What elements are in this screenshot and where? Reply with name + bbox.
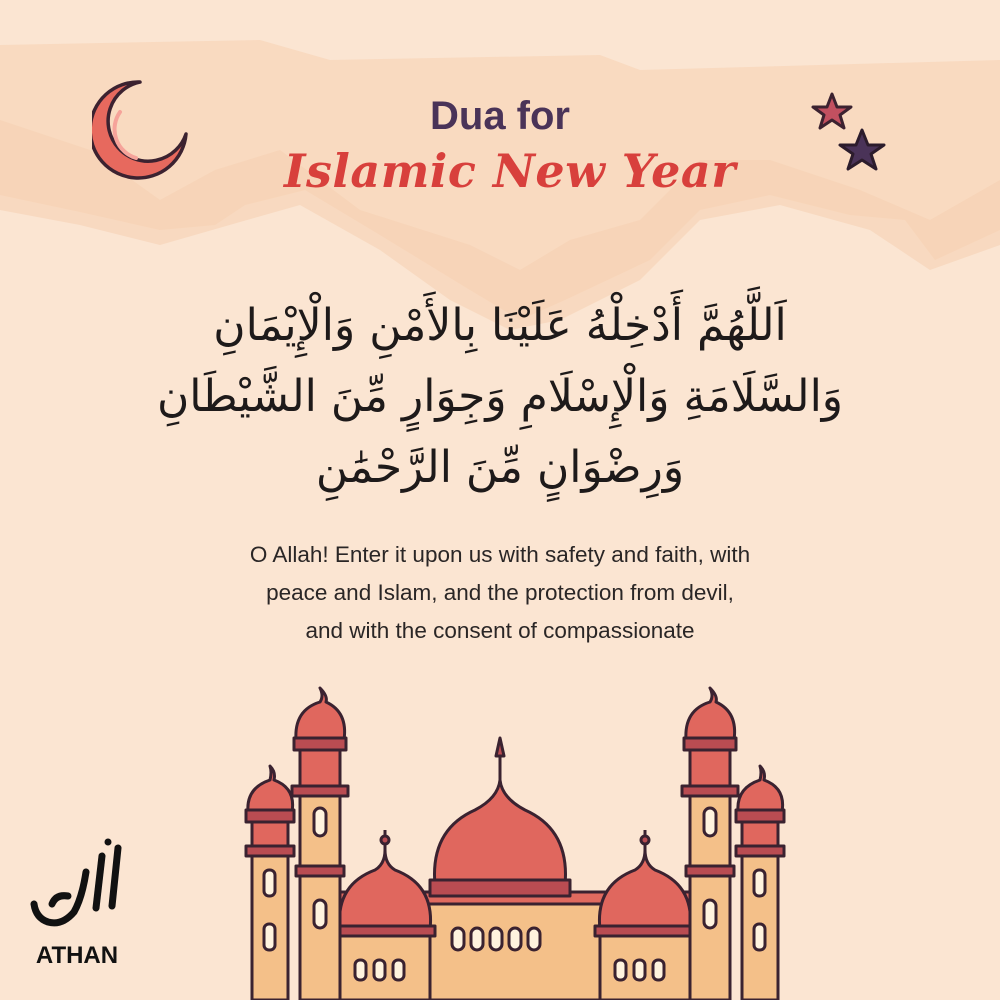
arabic-line: اَللَّهُمَّ أَدْخِلْهُ عَلَيْنَا بِالأَمْنِ وَالْإِيْمَانِ [213,300,787,351]
translation-line: peace and Islam, and the protection from devil, [266,580,734,605]
arabic-dua [150,290,850,503]
page-title: Dua for [430,94,570,138]
arabic-line: وَرِضْوَانٍ مِّنَ الرَّحْمَٰنِ [315,442,685,493]
logo-text: ATHAN [35,942,119,969]
mosque-icon [230,680,800,1000]
arabic-line: وَالسَّلَامَةِ وَالْإِسْلَامِ وَجِوَارٍ مِّنَ الشَّيْطَانِ [156,371,844,422]
translation-line: and with the consent of compassionate [305,618,695,643]
translation-line: O Allah! Enter it upon us with safety and faith, with [249,542,751,567]
english-translation [150,536,850,650]
page-subtitle: Islamic New Year [284,144,736,198]
athan-logo [22,838,132,978]
athan-logo-icon [22,838,132,938]
